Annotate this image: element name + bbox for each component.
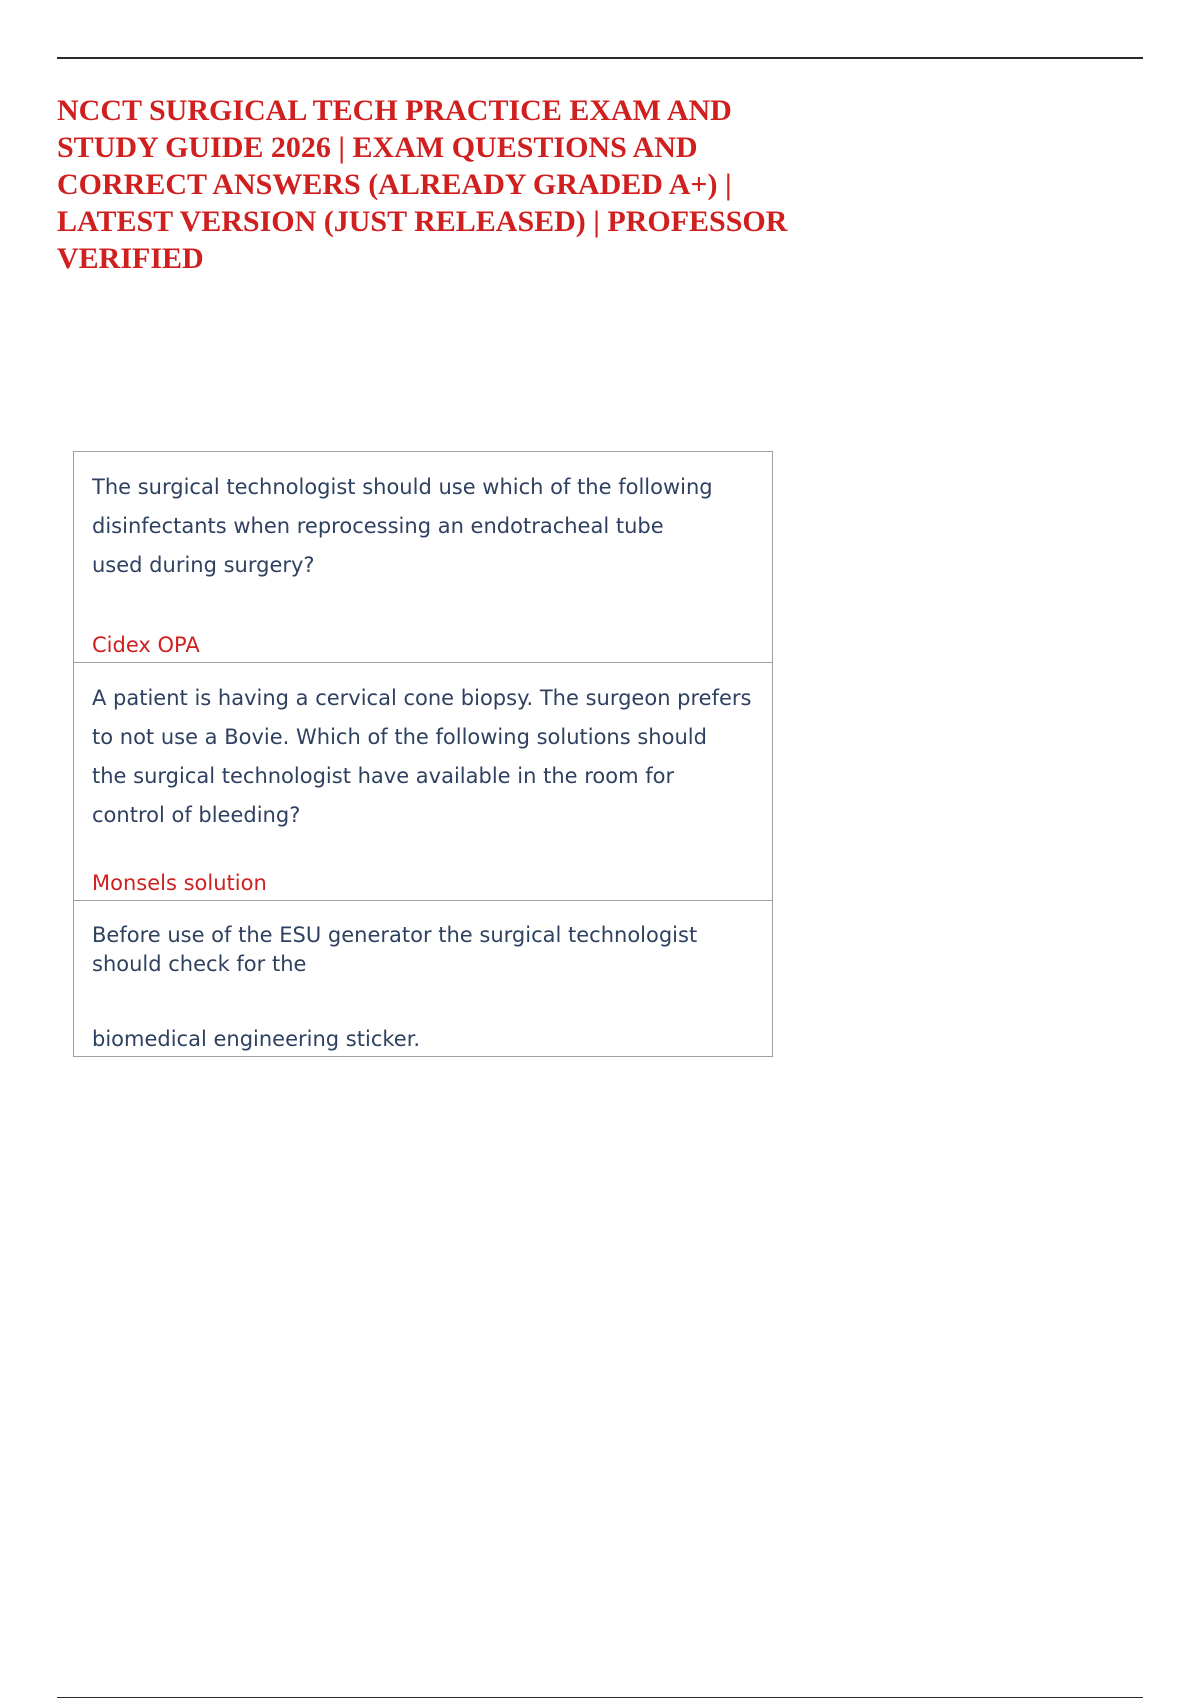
qa-table: [73, 451, 773, 1057]
document-title: NCCT SURGICAL TECH PRACTICE EXAM AND STUDY GUIDE 2026 | EXAM QUESTIONS AND CORRECT ANSWERS (ALREADY GRADED A+) | LATEST VERSION (JUST RELEASED) | PROFESSOR VERIFIED: [57, 94, 788, 275]
question-text: A patient is having a cervical cone biopsy. The surgeon prefers to not use a Bovie. Which of the following solutions should the surgical technologist have available in the room for control of bleeding?: [92, 686, 752, 827]
answer-text: Cidex OPA: [92, 633, 200, 657]
answer-text: biomedical engineering sticker.: [92, 1027, 421, 1051]
qa-row: [74, 662, 772, 900]
question-text: The surgical technologist should use which of the following disinfectants when reprocessing an endotracheal tube used during surgery?: [92, 475, 713, 577]
answer-text: Monsels solution: [92, 871, 267, 895]
header-rule: [57, 57, 1143, 59]
question-text: Before use of the ESU generator the surgical technologist should check for the: [92, 923, 698, 976]
qa-row: [74, 900, 772, 1056]
footer-rule: [57, 1697, 1143, 1698]
qa-row: [74, 452, 772, 662]
